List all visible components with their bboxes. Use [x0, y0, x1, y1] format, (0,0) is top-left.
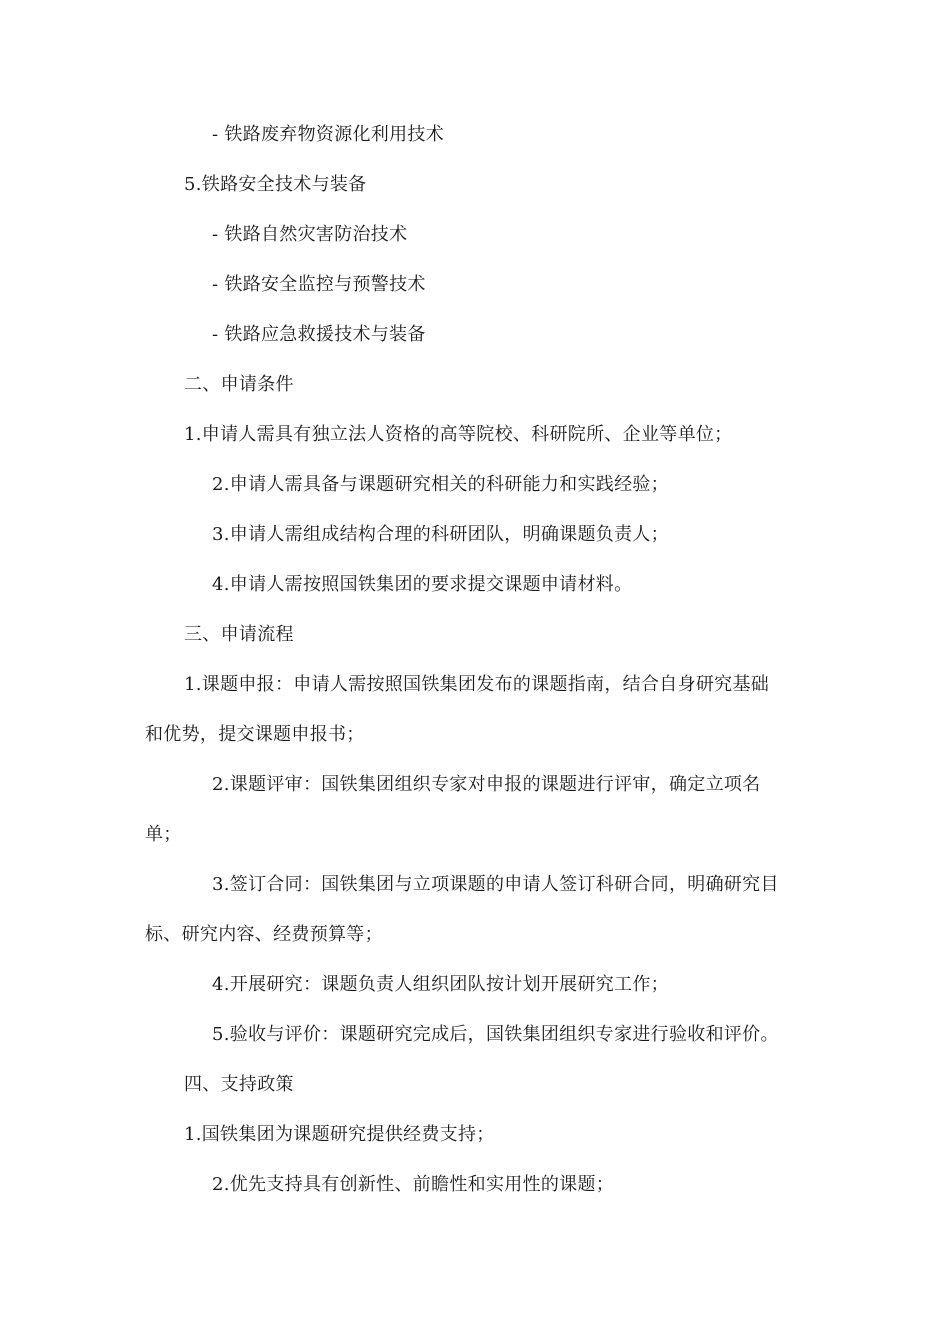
text-line-process-2: 2.课题评审：国铁集团组织专家对申报的课题进行评审，确定立项名 [212, 774, 761, 795]
text-line-sub-item-monitoring: - 铁路安全监控与预警技术 [212, 274, 426, 295]
text-line-sub-item-disaster: - 铁路自然灾害防治技术 [212, 224, 408, 245]
text-line-process-1-cont: 和优势，提交课题申报书； [145, 724, 365, 745]
section-heading-application-conditions: 二、申请条件 [184, 374, 294, 395]
text-line-condition-3: 3.申请人需组成结构合理的科研团队，明确课题负责人； [212, 524, 669, 545]
text-line-policy-2: 2.优先支持具有创新性、前瞻性和实用性的课题； [212, 1174, 615, 1195]
text-line-sub-item-waste-recycling: - 铁路废弃物资源化利用技术 [212, 124, 445, 145]
text-line-process-2-cont: 单； [145, 824, 182, 845]
text-line-process-1: 1.课题申报：申请人需按照国铁集团发布的课题指南，结合自身研究基础 [184, 674, 770, 695]
text-line-process-3: 3.签订合同：国铁集团与立项课题的申请人签订科研合同，明确研究目 [212, 874, 779, 895]
section-heading-application-process: 三、申请流程 [184, 624, 294, 645]
text-line-sub-item-emergency: - 铁路应急救援技术与装备 [212, 324, 426, 345]
text-line-condition-1: 1.申请人需具有独立法人资格的高等院校、科研院所、企业等单位； [184, 424, 733, 445]
text-line-condition-2: 2.申请人需具备与课题研究相关的科研能力和实践经验； [212, 474, 669, 495]
text-line-process-3-cont: 标、研究内容、经费预算等； [145, 924, 383, 945]
text-line-process-5: 5.验收与评价：课题研究完成后，国铁集团组织专家进行验收和评价。 [212, 1024, 779, 1045]
text-line-condition-4: 4.申请人需按照国铁集团的要求提交课题申请材料。 [212, 574, 633, 595]
section-heading-support-policy: 四、支持政策 [184, 1074, 294, 1095]
text-line-item-5-safety: 5.铁路安全技术与装备 [184, 174, 367, 195]
text-line-process-4: 4.开展研究：课题负责人组织团队按计划开展研究工作； [212, 974, 669, 995]
text-line-policy-1: 1.国铁集团为课题研究提供经费支持； [184, 1124, 495, 1145]
